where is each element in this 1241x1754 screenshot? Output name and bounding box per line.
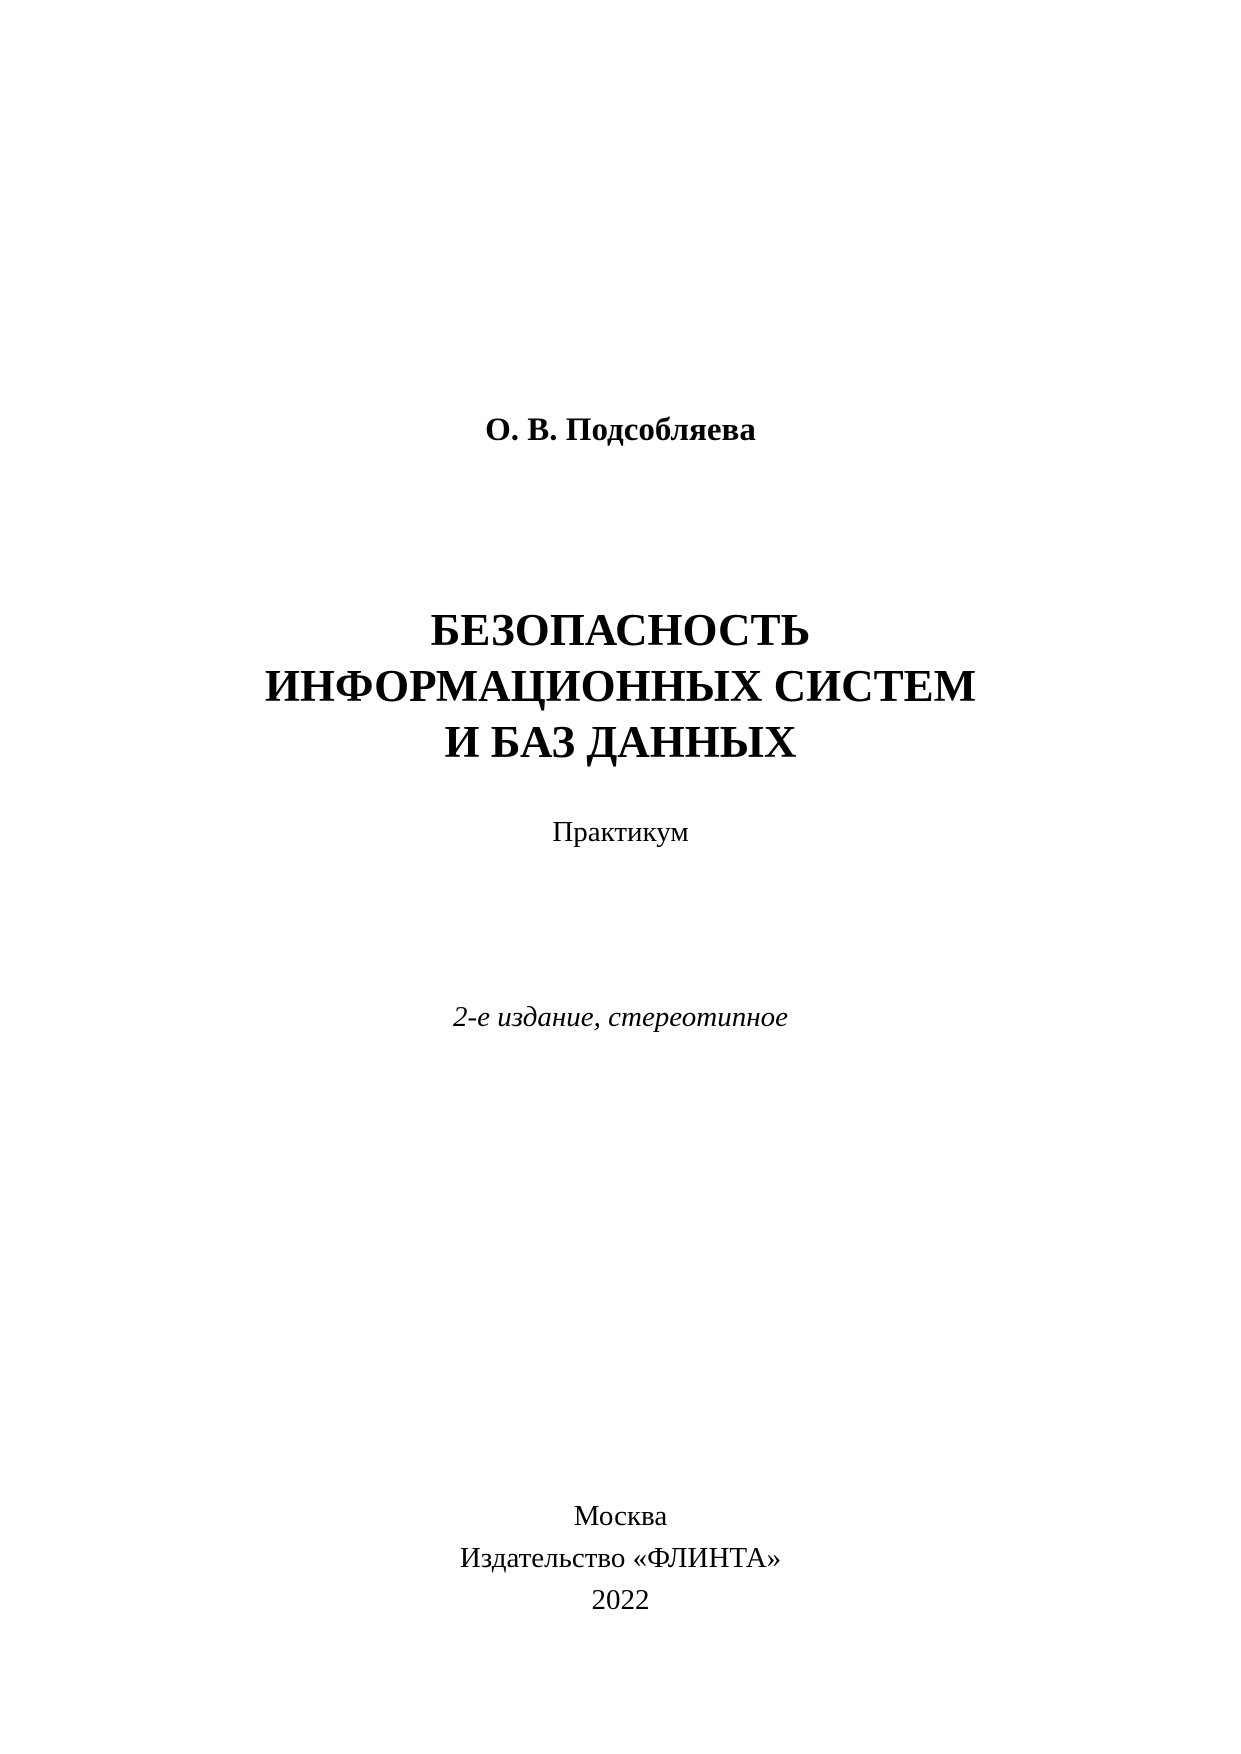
book-title-line-2: ИНФОРМАЦИОННЫХ СИСТЕМ xyxy=(264,661,977,711)
author-name: О. В. Подсобляева xyxy=(485,412,756,448)
imprint-publisher: Издательство «ФЛИНТА» xyxy=(459,1542,782,1574)
imprint xyxy=(0,1495,1241,1621)
book-title-line-1: БЕЗОПАСНОСТЬ xyxy=(430,605,811,655)
book-title xyxy=(0,602,1241,770)
edition-note: 2-е издание, стереотипное xyxy=(452,1001,788,1033)
book-title-line-3: И БАЗ ДАННЫХ xyxy=(444,717,797,767)
imprint-year: 2022 xyxy=(591,1584,650,1616)
imprint-city: Москва xyxy=(573,1500,668,1532)
book-genre: Практикум xyxy=(552,816,689,848)
